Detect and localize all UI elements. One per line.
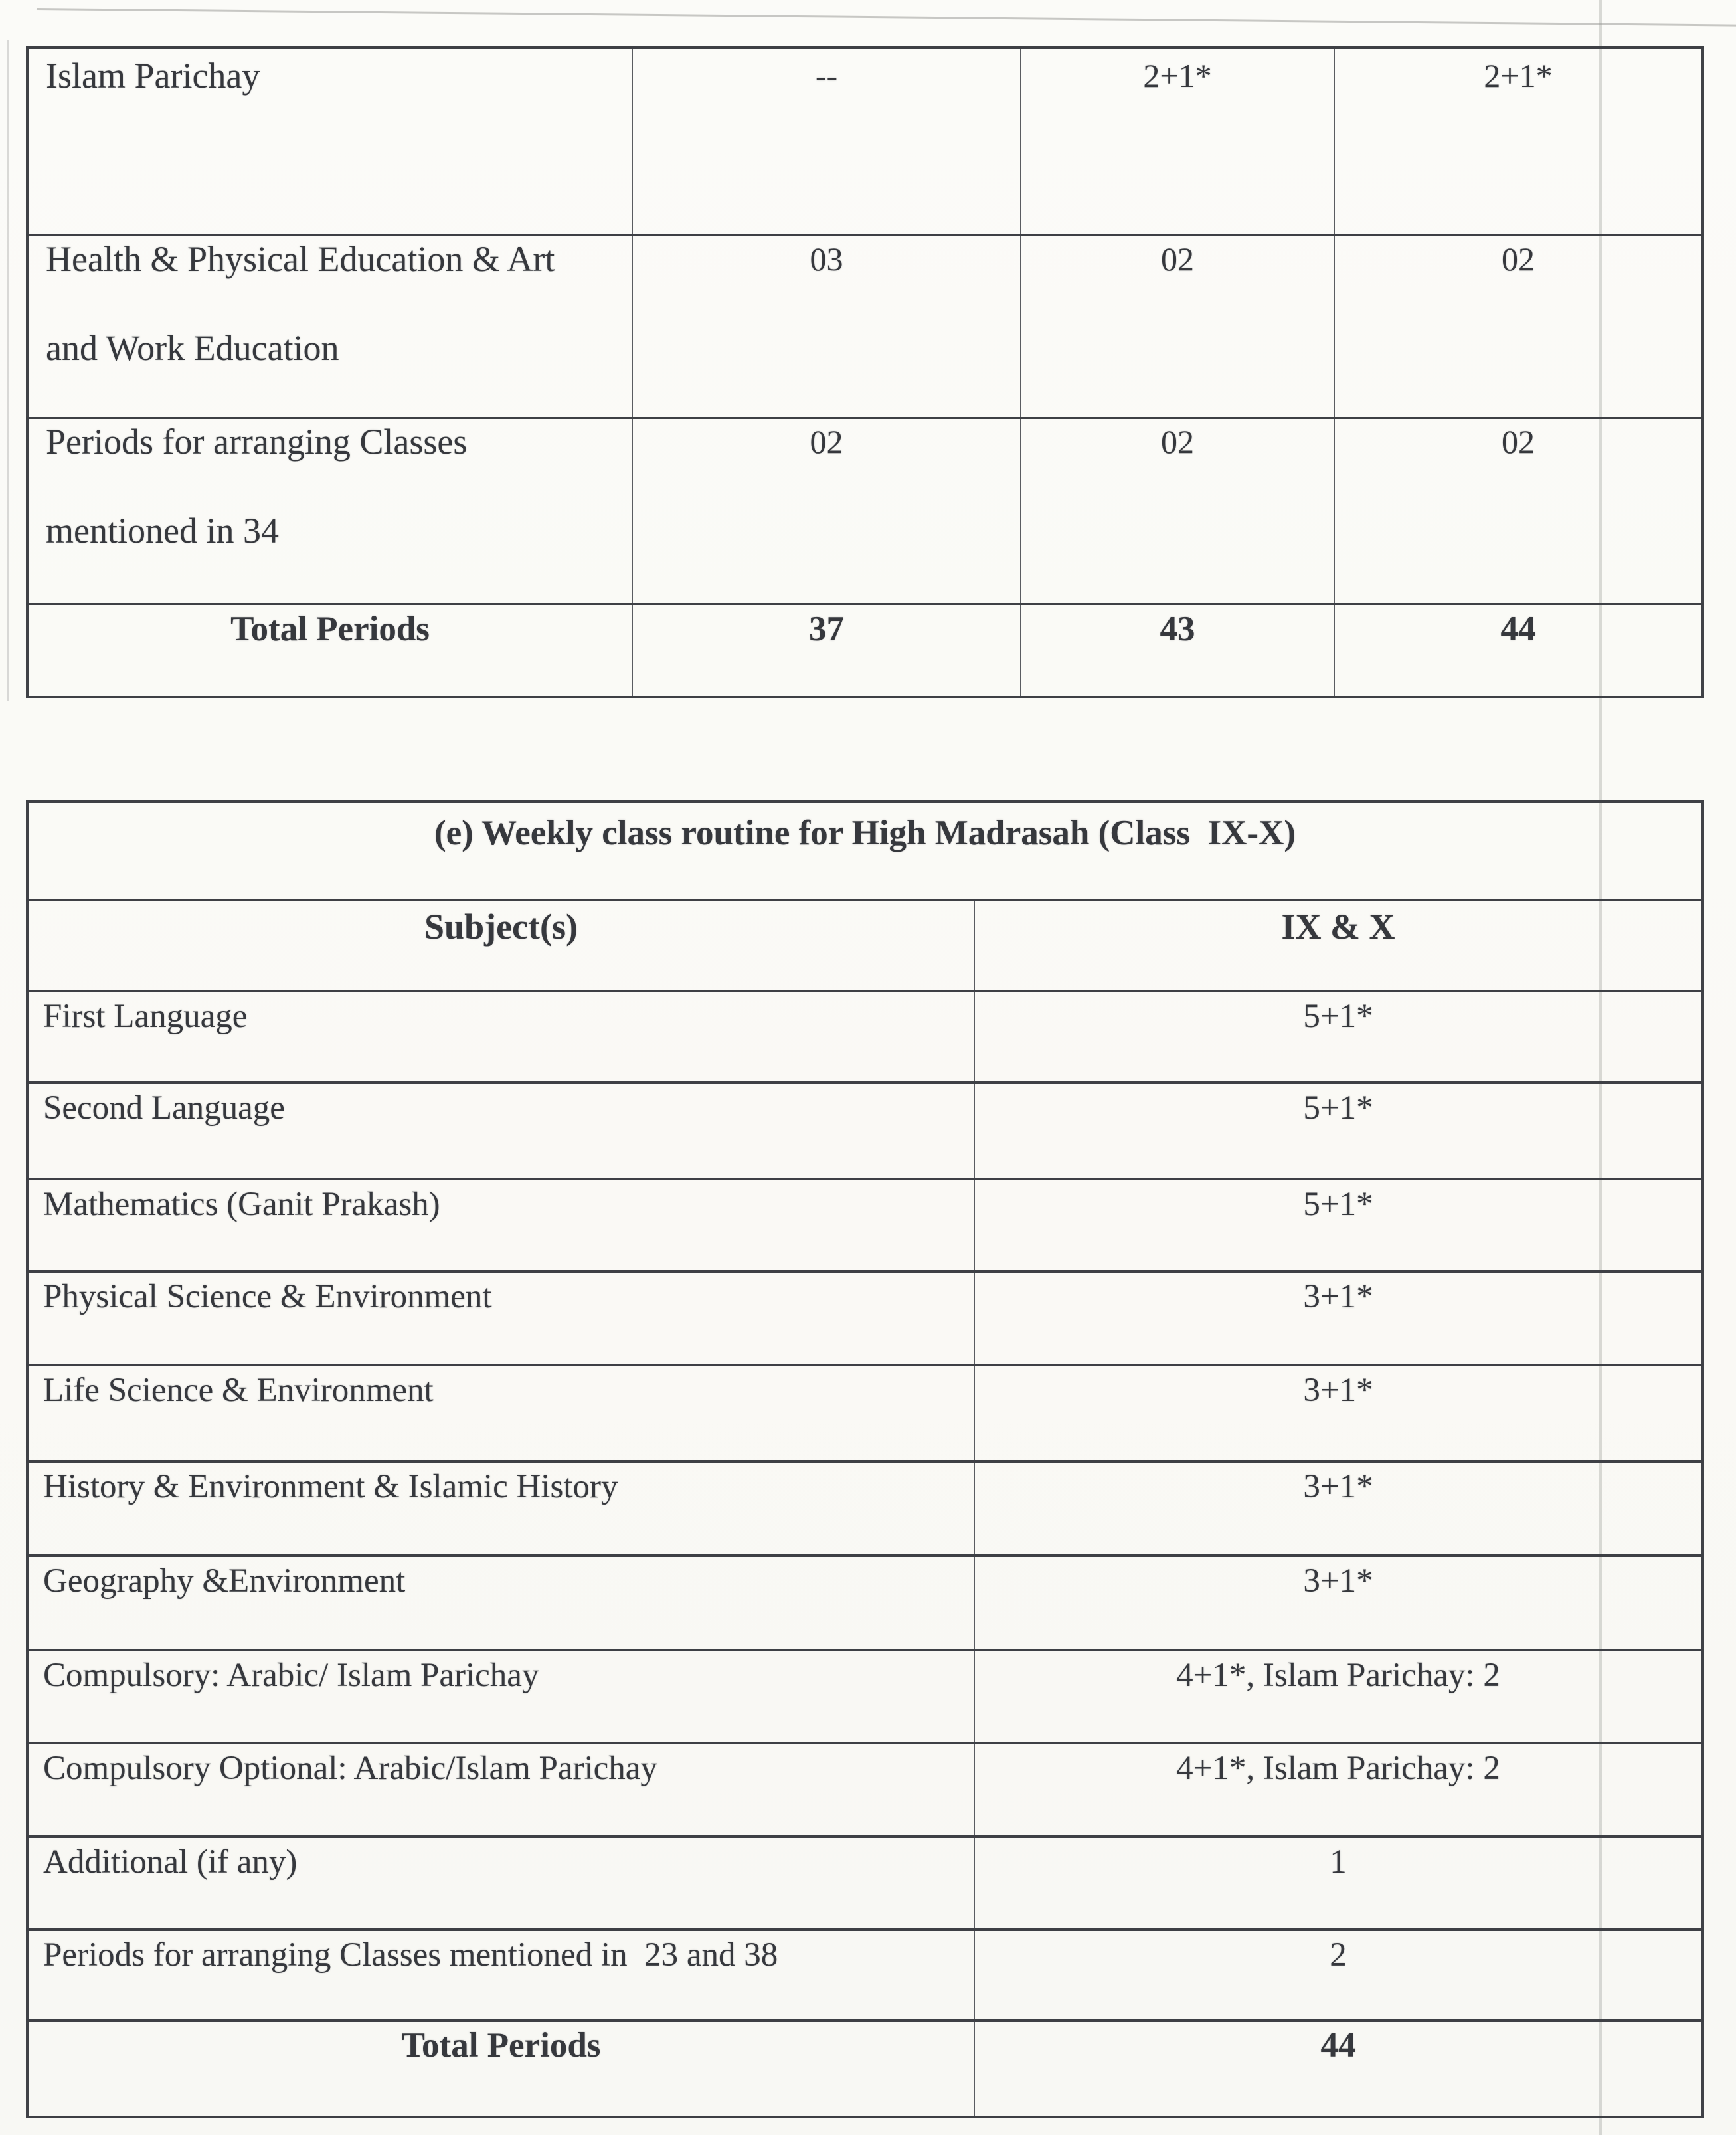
total-value-cell: 44 [1334,604,1703,697]
table-row-total [27,604,1703,697]
scan-artifact-left-line [7,40,9,701]
subject-cell [27,48,632,235]
table-row [27,418,1703,604]
subject-cell: Life Science & Environment [27,1365,974,1461]
value-cell: 3+1* [974,1461,1703,1556]
value-text: 03 [810,240,843,278]
subject-text: Periods for arranging Classes [46,422,468,462]
value-text: -- [815,57,838,94]
column-header-subjects: Subject(s) [27,900,974,991]
value-cell: 3+1* [974,1271,1703,1365]
table-row [27,1179,1703,1271]
value-cell [1334,418,1703,604]
table-title: (e) Weekly class routine for High Madrasah (Class IX-X) [27,802,1703,900]
value-text: 02 [1502,423,1535,460]
table-row [27,1650,1703,1743]
table-row [27,1743,1703,1837]
class-periods-table [26,46,1704,698]
table-row [27,48,1703,235]
subject-cell: History & Environment & Islamic History [27,1461,974,1556]
value-cell: 2 [974,1930,1703,2021]
value-cell [632,418,1021,604]
value-cell [1021,418,1334,604]
table-row [27,1930,1703,2021]
table-header-row [27,900,1703,991]
total-value-cell: 37 [632,604,1021,697]
subject-text: mentioned in 34 [46,511,279,551]
subject-text: and Work Education [46,328,339,368]
table-row-total [27,2021,1703,2117]
weekly-routine-table [26,800,1704,2118]
table-row [27,1837,1703,1930]
value-cell [1021,235,1334,418]
value-text: 02 [810,423,843,460]
table-row [27,1556,1703,1650]
value-cell: 3+1* [974,1365,1703,1461]
table-row [27,1461,1703,1556]
column-header-class: IX & X [974,900,1703,991]
total-label-cell: Total Periods [27,604,632,697]
value-text: 02 [1502,240,1535,278]
table-title-row [27,802,1703,900]
value-cell [632,235,1021,418]
value-text: 02 [1161,240,1194,278]
subject-cell [27,235,632,418]
value-cell [1334,48,1703,235]
total-label-cell: Total Periods [27,2021,974,2117]
value-cell: 4+1*, Islam Parichay: 2 [974,1650,1703,1743]
subject-text: Islam Parichay [46,56,260,96]
value-text: 2+1* [1143,57,1212,94]
table-row [27,991,1703,1083]
scan-artifact-top-line [37,8,1736,27]
table-row [27,1083,1703,1179]
value-cell: 3+1* [974,1556,1703,1650]
subject-cell: First Language [27,991,974,1083]
value-cell: 5+1* [974,1179,1703,1271]
subject-cell: Geography &Environment [27,1556,974,1650]
value-cell: 5+1* [974,1083,1703,1179]
value-cell: 1 [974,1837,1703,1930]
total-value-cell: 43 [1021,604,1334,697]
subject-cell [27,418,632,604]
value-cell [1021,48,1334,235]
subject-cell: Compulsory: Arabic/ Islam Parichay [27,1650,974,1743]
value-cell [1334,235,1703,418]
value-text: 02 [1161,423,1194,460]
subject-cell: Compulsory Optional: Arabic/Islam Parichay [27,1743,974,1837]
subject-text: Health & Physical Education & Art [46,239,555,279]
subject-cell: Periods for arranging Classes mentioned in 23 and 38 [27,1930,974,2021]
value-cell: 4+1*, Islam Parichay: 2 [974,1743,1703,1837]
subject-cell: Physical Science & Environment [27,1271,974,1365]
subject-cell: Mathematics (Ganit Prakash) [27,1179,974,1271]
table-row [27,1271,1703,1365]
table-row [27,235,1703,418]
value-cell: 5+1* [974,991,1703,1083]
table-row [27,1365,1703,1461]
total-value-cell: 44 [974,2021,1703,2117]
value-cell [632,48,1021,235]
subject-cell: Additional (if any) [27,1837,974,1930]
subject-cell: Second Language [27,1083,974,1179]
value-text: 2+1* [1484,57,1553,94]
